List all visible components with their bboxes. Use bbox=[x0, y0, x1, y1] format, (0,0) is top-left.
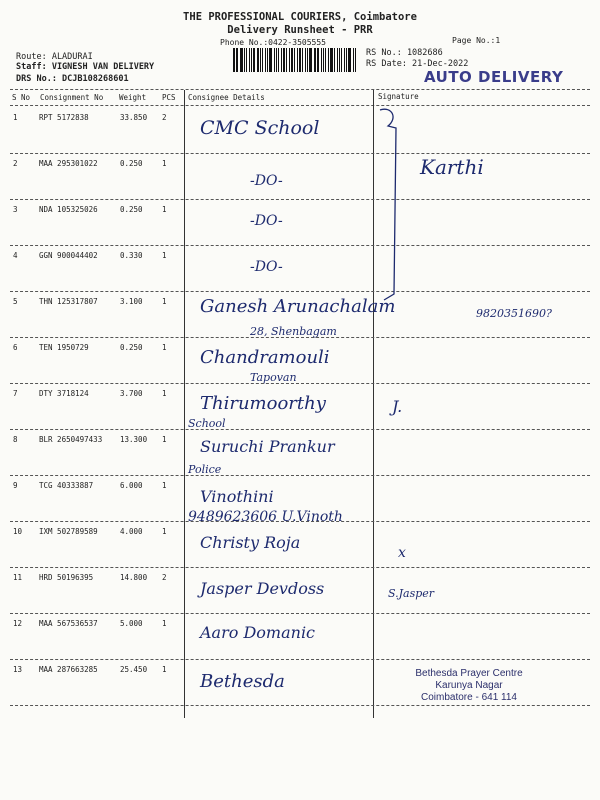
bracket-scribble bbox=[370, 104, 430, 304]
barcode-bar bbox=[251, 48, 252, 72]
barcode-bar bbox=[244, 48, 245, 72]
header-top-rule bbox=[10, 89, 590, 90]
barcode-bar bbox=[262, 48, 263, 72]
row-consignment-no: MAA 287663285 bbox=[39, 665, 98, 674]
barcode-bar bbox=[321, 48, 322, 72]
barcode-bar bbox=[314, 48, 315, 72]
row-consignment-no: RPT 5172838 bbox=[39, 113, 89, 122]
barcode-bar bbox=[265, 48, 267, 72]
row-signature: 9820351690? bbox=[476, 307, 552, 320]
row-divider bbox=[10, 475, 590, 476]
col-weight: Weight bbox=[119, 93, 147, 102]
barcode-bar bbox=[323, 48, 325, 72]
row-consignee: Jasper Devdoss bbox=[200, 579, 325, 598]
row-weight: 14.800 bbox=[120, 573, 148, 582]
col-consignee: Consignee Details bbox=[188, 93, 265, 102]
row-consignment-no: TEN 1950729 bbox=[39, 343, 89, 352]
row-consignee: Christy Roja bbox=[200, 533, 301, 552]
row-divider bbox=[10, 291, 590, 292]
row-sno: 8 bbox=[13, 435, 18, 444]
row-pcs: 2 bbox=[162, 113, 167, 122]
row-divider bbox=[10, 153, 590, 154]
row-pcs: 1 bbox=[162, 159, 167, 168]
row-consignment-no: DTY 3718124 bbox=[39, 389, 89, 398]
row-pcs: 1 bbox=[162, 251, 167, 260]
company-title: THE PROFESSIONAL COURIERS, Coimbatore bbox=[183, 11, 417, 23]
page-number: Page No.:1 bbox=[452, 36, 501, 45]
row-consignee-note: 28, Shenbagam bbox=[250, 325, 337, 338]
row-pcs: 1 bbox=[162, 527, 167, 536]
barcode-bar bbox=[339, 48, 340, 72]
stamp-line-1: Bethesda Prayer Centre bbox=[415, 668, 523, 679]
row-signature: Karthi bbox=[420, 155, 484, 179]
row-divider bbox=[10, 567, 590, 568]
row-consignee: CMC School bbox=[200, 117, 320, 139]
barcode-bar bbox=[305, 48, 307, 72]
row-weight: 25.450 bbox=[120, 665, 148, 674]
consignee-column-rule bbox=[184, 90, 185, 718]
row-consignment-no: TCG 40333887 bbox=[39, 481, 94, 490]
barcode-bar bbox=[240, 48, 242, 72]
barcode-bar bbox=[294, 48, 295, 72]
barcode-bar bbox=[325, 48, 326, 72]
barcode-bar bbox=[302, 48, 303, 72]
barcode-bar bbox=[341, 48, 343, 72]
barcode-bar bbox=[315, 48, 316, 72]
barcode-bar bbox=[253, 48, 255, 72]
row-pcs: 2 bbox=[162, 573, 167, 582]
barcode-bar bbox=[309, 48, 311, 72]
row-consignment-no: IXM 502789589 bbox=[39, 527, 98, 536]
row-weight: 6.000 bbox=[120, 481, 143, 490]
row-sno: 3 bbox=[13, 205, 18, 214]
row-sno: 5 bbox=[13, 297, 18, 306]
row-weight: 0.250 bbox=[120, 159, 143, 168]
barcode-bar bbox=[346, 48, 347, 72]
barcode-bar bbox=[283, 48, 285, 72]
barcode-bar bbox=[286, 48, 288, 72]
barcode-bar bbox=[334, 48, 336, 72]
row-pcs: 1 bbox=[162, 435, 167, 444]
row-divider bbox=[10, 199, 590, 200]
barcode-bar bbox=[307, 48, 308, 72]
row-divider bbox=[10, 613, 590, 614]
row-weight: 5.000 bbox=[120, 619, 143, 628]
barcode-bar bbox=[276, 48, 278, 72]
row-consignee: -DO- bbox=[250, 213, 283, 229]
row-consignment-no: GGN 900044402 bbox=[39, 251, 98, 260]
drs-number: DRS No.: DCJB108268601 bbox=[16, 74, 129, 84]
barcode-bar bbox=[289, 48, 290, 72]
row-consignee: Aaro Domanic bbox=[200, 623, 316, 642]
barcode-bar bbox=[267, 48, 268, 72]
row-consignee: Bethesda bbox=[200, 671, 285, 692]
row-consignee-note: 9489623606 U.Vinoth bbox=[188, 509, 343, 525]
route-label: Route: ALADURAI bbox=[16, 52, 93, 62]
rs-date: RS Date: 21-Dec-2022 bbox=[366, 59, 469, 69]
stamp-line-3: Coimbatore - 641 114 bbox=[421, 692, 517, 703]
row-consignee: Vinothini bbox=[200, 487, 274, 506]
barcode-bar bbox=[260, 48, 261, 72]
row-sno: 11 bbox=[13, 573, 23, 582]
row-pcs: 1 bbox=[162, 481, 167, 490]
row-weight: 13.300 bbox=[120, 435, 148, 444]
row-sno: 9 bbox=[13, 481, 18, 490]
row-consignee: Suruchi Prankur bbox=[200, 437, 335, 456]
col-consignment: Consignment No bbox=[40, 93, 104, 102]
phone-number: Phone No.:0422-3505555 bbox=[220, 38, 326, 47]
row-sno: 7 bbox=[13, 389, 18, 398]
barcode-bar bbox=[348, 48, 350, 72]
row-consignment-no: THN 125317807 bbox=[39, 297, 98, 306]
row-consignee: Ganesh Arunachalam bbox=[200, 296, 396, 317]
row-pcs: 1 bbox=[162, 665, 167, 674]
row-consignment-no: MAA 295301022 bbox=[39, 159, 98, 168]
row-weight: 3.700 bbox=[120, 389, 143, 398]
row-consignee: Chandramouli bbox=[200, 347, 330, 368]
header-bottom-rule bbox=[10, 105, 590, 106]
stamp-line-2: Karunya Nagar bbox=[435, 680, 503, 691]
row-sno: 2 bbox=[13, 159, 18, 168]
barcode-bar bbox=[337, 48, 338, 72]
barcode-bar bbox=[233, 48, 235, 72]
row-consignee-note: School bbox=[188, 417, 226, 430]
row-sno: 10 bbox=[13, 527, 23, 536]
row-divider bbox=[10, 659, 590, 660]
barcode-bar bbox=[297, 48, 298, 72]
col-sno: S No bbox=[12, 93, 31, 102]
barcode-bar bbox=[274, 48, 275, 72]
row-divider bbox=[10, 521, 590, 522]
barcode-bar bbox=[281, 48, 282, 72]
barcode-bar bbox=[344, 48, 345, 72]
barcode-bar bbox=[355, 48, 356, 72]
row-sno: 1 bbox=[13, 113, 18, 122]
row-signature: S.Jasper bbox=[388, 587, 435, 600]
row-consignment-no: NDA 105325026 bbox=[39, 205, 98, 214]
row-sno: 6 bbox=[13, 343, 18, 352]
barcode-bar bbox=[237, 48, 238, 72]
row-divider bbox=[10, 705, 590, 706]
col-signature: Signature bbox=[378, 92, 419, 101]
row-consignee: -DO- bbox=[250, 259, 283, 275]
row-weight: 3.100 bbox=[120, 297, 143, 306]
row-divider bbox=[10, 337, 590, 338]
row-signature: x bbox=[398, 545, 406, 561]
row-divider bbox=[10, 429, 590, 430]
barcode bbox=[233, 48, 357, 72]
row-pcs: 1 bbox=[162, 205, 167, 214]
row-divider bbox=[10, 383, 590, 384]
row-sno: 13 bbox=[13, 665, 23, 674]
barcode-bar bbox=[246, 48, 248, 72]
row-weight: 0.250 bbox=[120, 343, 143, 352]
row-pcs: 1 bbox=[162, 389, 167, 398]
row-consignee-note: Tapovan bbox=[250, 371, 297, 384]
barcode-bar bbox=[330, 48, 332, 72]
row-weight: 0.250 bbox=[120, 205, 143, 214]
barcode-bar bbox=[328, 48, 329, 72]
staff-label: Staff: VIGNESH VAN DELIVERY bbox=[16, 62, 155, 72]
row-weight: 4.000 bbox=[120, 527, 143, 536]
barcode-bar bbox=[249, 48, 250, 72]
barcode-bar bbox=[299, 48, 301, 72]
row-pcs: 1 bbox=[162, 343, 167, 352]
barcode-bar bbox=[291, 48, 293, 72]
row-divider bbox=[10, 245, 590, 246]
row-weight: 0.330 bbox=[120, 251, 143, 260]
row-consignment-no: BLR 2650497433 bbox=[39, 435, 103, 444]
bethesda-stamp bbox=[388, 668, 550, 704]
rs-number: RS No.: 1082686 bbox=[366, 48, 443, 58]
barcode-bar bbox=[353, 48, 355, 72]
row-consignment-no: HRD 50196395 bbox=[39, 573, 94, 582]
row-weight: 33.850 bbox=[120, 113, 148, 122]
row-sno: 4 bbox=[13, 251, 18, 260]
document-title: Delivery Runsheet - PRR bbox=[227, 24, 373, 36]
barcode-bar bbox=[269, 48, 271, 72]
barcode-bar bbox=[236, 48, 237, 72]
col-pcs: PCS bbox=[162, 93, 176, 102]
row-pcs: 1 bbox=[162, 619, 167, 628]
auto-delivery-stamp: AUTO DELIVERY bbox=[424, 68, 564, 86]
row-consignee-note: Police bbox=[188, 463, 222, 476]
barcode-bar bbox=[317, 48, 319, 72]
row-signature: J. bbox=[392, 397, 403, 416]
barcode-bar bbox=[257, 48, 259, 72]
barcode-bar bbox=[278, 48, 279, 72]
row-consignee: -DO- bbox=[250, 173, 283, 189]
row-sno: 12 bbox=[13, 619, 23, 628]
row-pcs: 1 bbox=[162, 297, 167, 306]
row-consignment-no: MAA 567536537 bbox=[39, 619, 98, 628]
row-consignee: Thirumoorthy bbox=[200, 393, 326, 414]
